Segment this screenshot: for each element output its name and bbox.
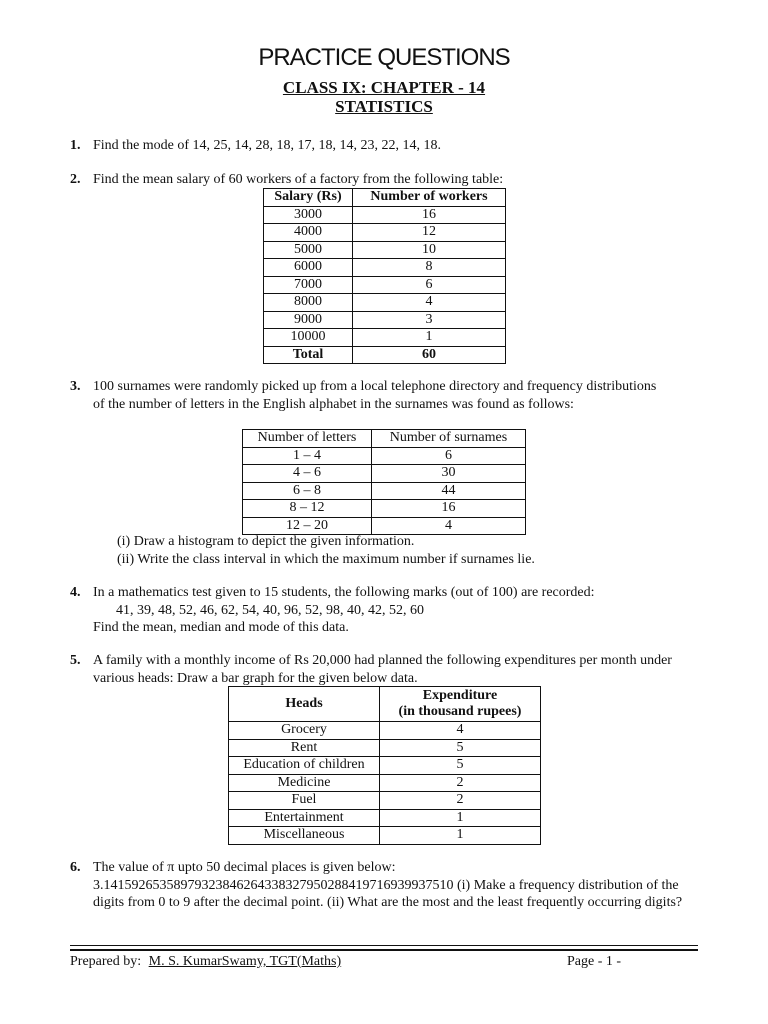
table-cell: Miscellaneous [229, 827, 380, 845]
question-text-continued: 3.14159265358979323846264338327950288419716939937510 (i) Make a frequency distribution of the digits from 0 to 9 after the decimal point. (ii) What are the most and the least frequently occurring digits? [93, 877, 683, 910]
table-header: Salary (Rs) [264, 189, 353, 207]
footer-prepared-by [70, 954, 341, 970]
table-header: Number of letters [243, 430, 372, 448]
marks-list: 41, 39, 48, 52, 46, 62, 54, 40, 96, 52, 98, 40, 42, 52, 60 [116, 602, 424, 618]
table-header [380, 687, 541, 722]
table-row [243, 482, 526, 500]
footer-label: Prepared by: [70, 954, 142, 969]
table-row [229, 739, 541, 757]
table-cell: 60 [353, 346, 506, 364]
table-cell: 4 [353, 294, 506, 312]
table-cell: Medicine [229, 774, 380, 792]
question-number: 2. [70, 172, 81, 187]
question-3-part-2: (ii) Write the class interval in which the maximum number if surnames lie. [117, 552, 535, 567]
page-number: Page - 1 - [567, 954, 622, 969]
table-cell: 6 [353, 276, 506, 294]
table-cell: 4000 [264, 224, 353, 242]
table-cell: Education of children [229, 757, 380, 775]
table-row [264, 276, 506, 294]
table-row [264, 329, 506, 347]
table-cell: 4 – 6 [243, 465, 372, 483]
question-text: In a mathematics test given to 15 students, the following marks (out of 100) are recorded: [93, 585, 595, 600]
table-row [243, 517, 526, 535]
table-cell: 16 [372, 500, 526, 518]
table-row [264, 206, 506, 224]
table-cell: 3 [353, 311, 506, 329]
table-row [229, 774, 541, 792]
table-cell: 5 [380, 757, 541, 775]
question-number: 3. [70, 379, 81, 394]
question-text: 100 surnames were randomly picked up from a local telephone directory and frequency distributions of the number of letters in the English alphabet in the surnames was found as follows: [93, 379, 657, 412]
table-cell: 2 [380, 792, 541, 810]
table-cell: 2 [380, 774, 541, 792]
table-row [243, 447, 526, 465]
table-header: Heads [229, 687, 380, 722]
table-cell: 7000 [264, 276, 353, 294]
table-cell: 6000 [264, 259, 353, 277]
surnames-table [242, 429, 526, 535]
table-cell: 5 [380, 739, 541, 757]
table-cell: 16 [353, 206, 506, 224]
question-2 [70, 171, 710, 189]
table-cell: Grocery [229, 722, 380, 740]
table-cell: 3000 [264, 206, 353, 224]
table-cell: Entertainment [229, 809, 380, 827]
table-cell: 10 [353, 241, 506, 259]
table-cell: 4 [372, 517, 526, 535]
table-row [229, 722, 541, 740]
table-row [264, 294, 506, 312]
table-cell: 12 – 20 [243, 517, 372, 535]
table-cell: 8 – 12 [243, 500, 372, 518]
table-row [229, 827, 541, 845]
table-cell: 5000 [264, 241, 353, 259]
question-5 [70, 652, 710, 687]
table-row [243, 465, 526, 483]
table-row [264, 241, 506, 259]
table-cell: 9000 [264, 311, 353, 329]
question-text: The value of π upto 50 decimal places is given below: [93, 860, 396, 875]
table-cell: Fuel [229, 792, 380, 810]
salary-table [263, 188, 506, 364]
question-number: 4. [70, 585, 81, 600]
table-cell: 6 [372, 447, 526, 465]
table-cell: 1 [380, 827, 541, 845]
footer-author: M. S. KumarSwamy, TGT(Maths) [148, 954, 342, 969]
question-number: 1. [70, 138, 81, 153]
table-row [229, 809, 541, 827]
table-cell: 8000 [264, 294, 353, 312]
footer-divider [70, 945, 698, 946]
question-ask: Find the mean, median and mode of this data. [93, 620, 349, 635]
header-line: Expenditure [422, 688, 498, 703]
question-text: Find the mode of 14, 25, 14, 28, 18, 17, 18, 14, 23, 22, 14, 18. [93, 138, 442, 153]
table-cell: 10000 [264, 329, 353, 347]
chapter-heading: CLASS IX: CHAPTER - 14 [282, 78, 486, 97]
table-cell: 12 [353, 224, 506, 242]
table-cell: 1 – 4 [243, 447, 372, 465]
footer-divider-thick [70, 949, 698, 951]
table-row [264, 259, 506, 277]
table-cell: Rent [229, 739, 380, 757]
question-text: Find the mean salary of 60 workers of a factory from the following table: [93, 172, 504, 187]
question-6 [70, 859, 710, 912]
table-cell: 1 [380, 809, 541, 827]
header-line: (in thousand rupees) [398, 704, 522, 719]
table-row [243, 500, 526, 518]
table-cell: Total [264, 346, 353, 364]
table-cell: 6 – 8 [243, 482, 372, 500]
expenditure-table [228, 686, 541, 845]
question-text: A family with a monthly income of Rs 20,000 had planned the following expenditures per month under various heads: Draw a bar graph for the given below data. [93, 653, 672, 686]
table-cell: 44 [372, 482, 526, 500]
question-1 [70, 137, 710, 155]
table-cell: 4 [380, 722, 541, 740]
table-row [264, 311, 506, 329]
table-row [264, 224, 506, 242]
table-row [229, 757, 541, 775]
table-cell: 8 [353, 259, 506, 277]
question-3 [70, 378, 710, 413]
table-row [229, 792, 541, 810]
question-4 [70, 584, 710, 637]
table-cell: 1 [353, 329, 506, 347]
question-number: 6. [70, 860, 81, 875]
table-total-row [264, 346, 506, 364]
table-header: Number of workers [353, 189, 506, 207]
page-title: PRACTICE QUESTIONS [258, 44, 510, 71]
table-cell: 30 [372, 465, 526, 483]
question-number: 5. [70, 653, 81, 668]
table-header: Number of surnames [372, 430, 526, 448]
question-3-part-1: (i) Draw a histogram to depict the given information. [117, 534, 415, 549]
topic-heading: STATISTICS [335, 97, 433, 116]
